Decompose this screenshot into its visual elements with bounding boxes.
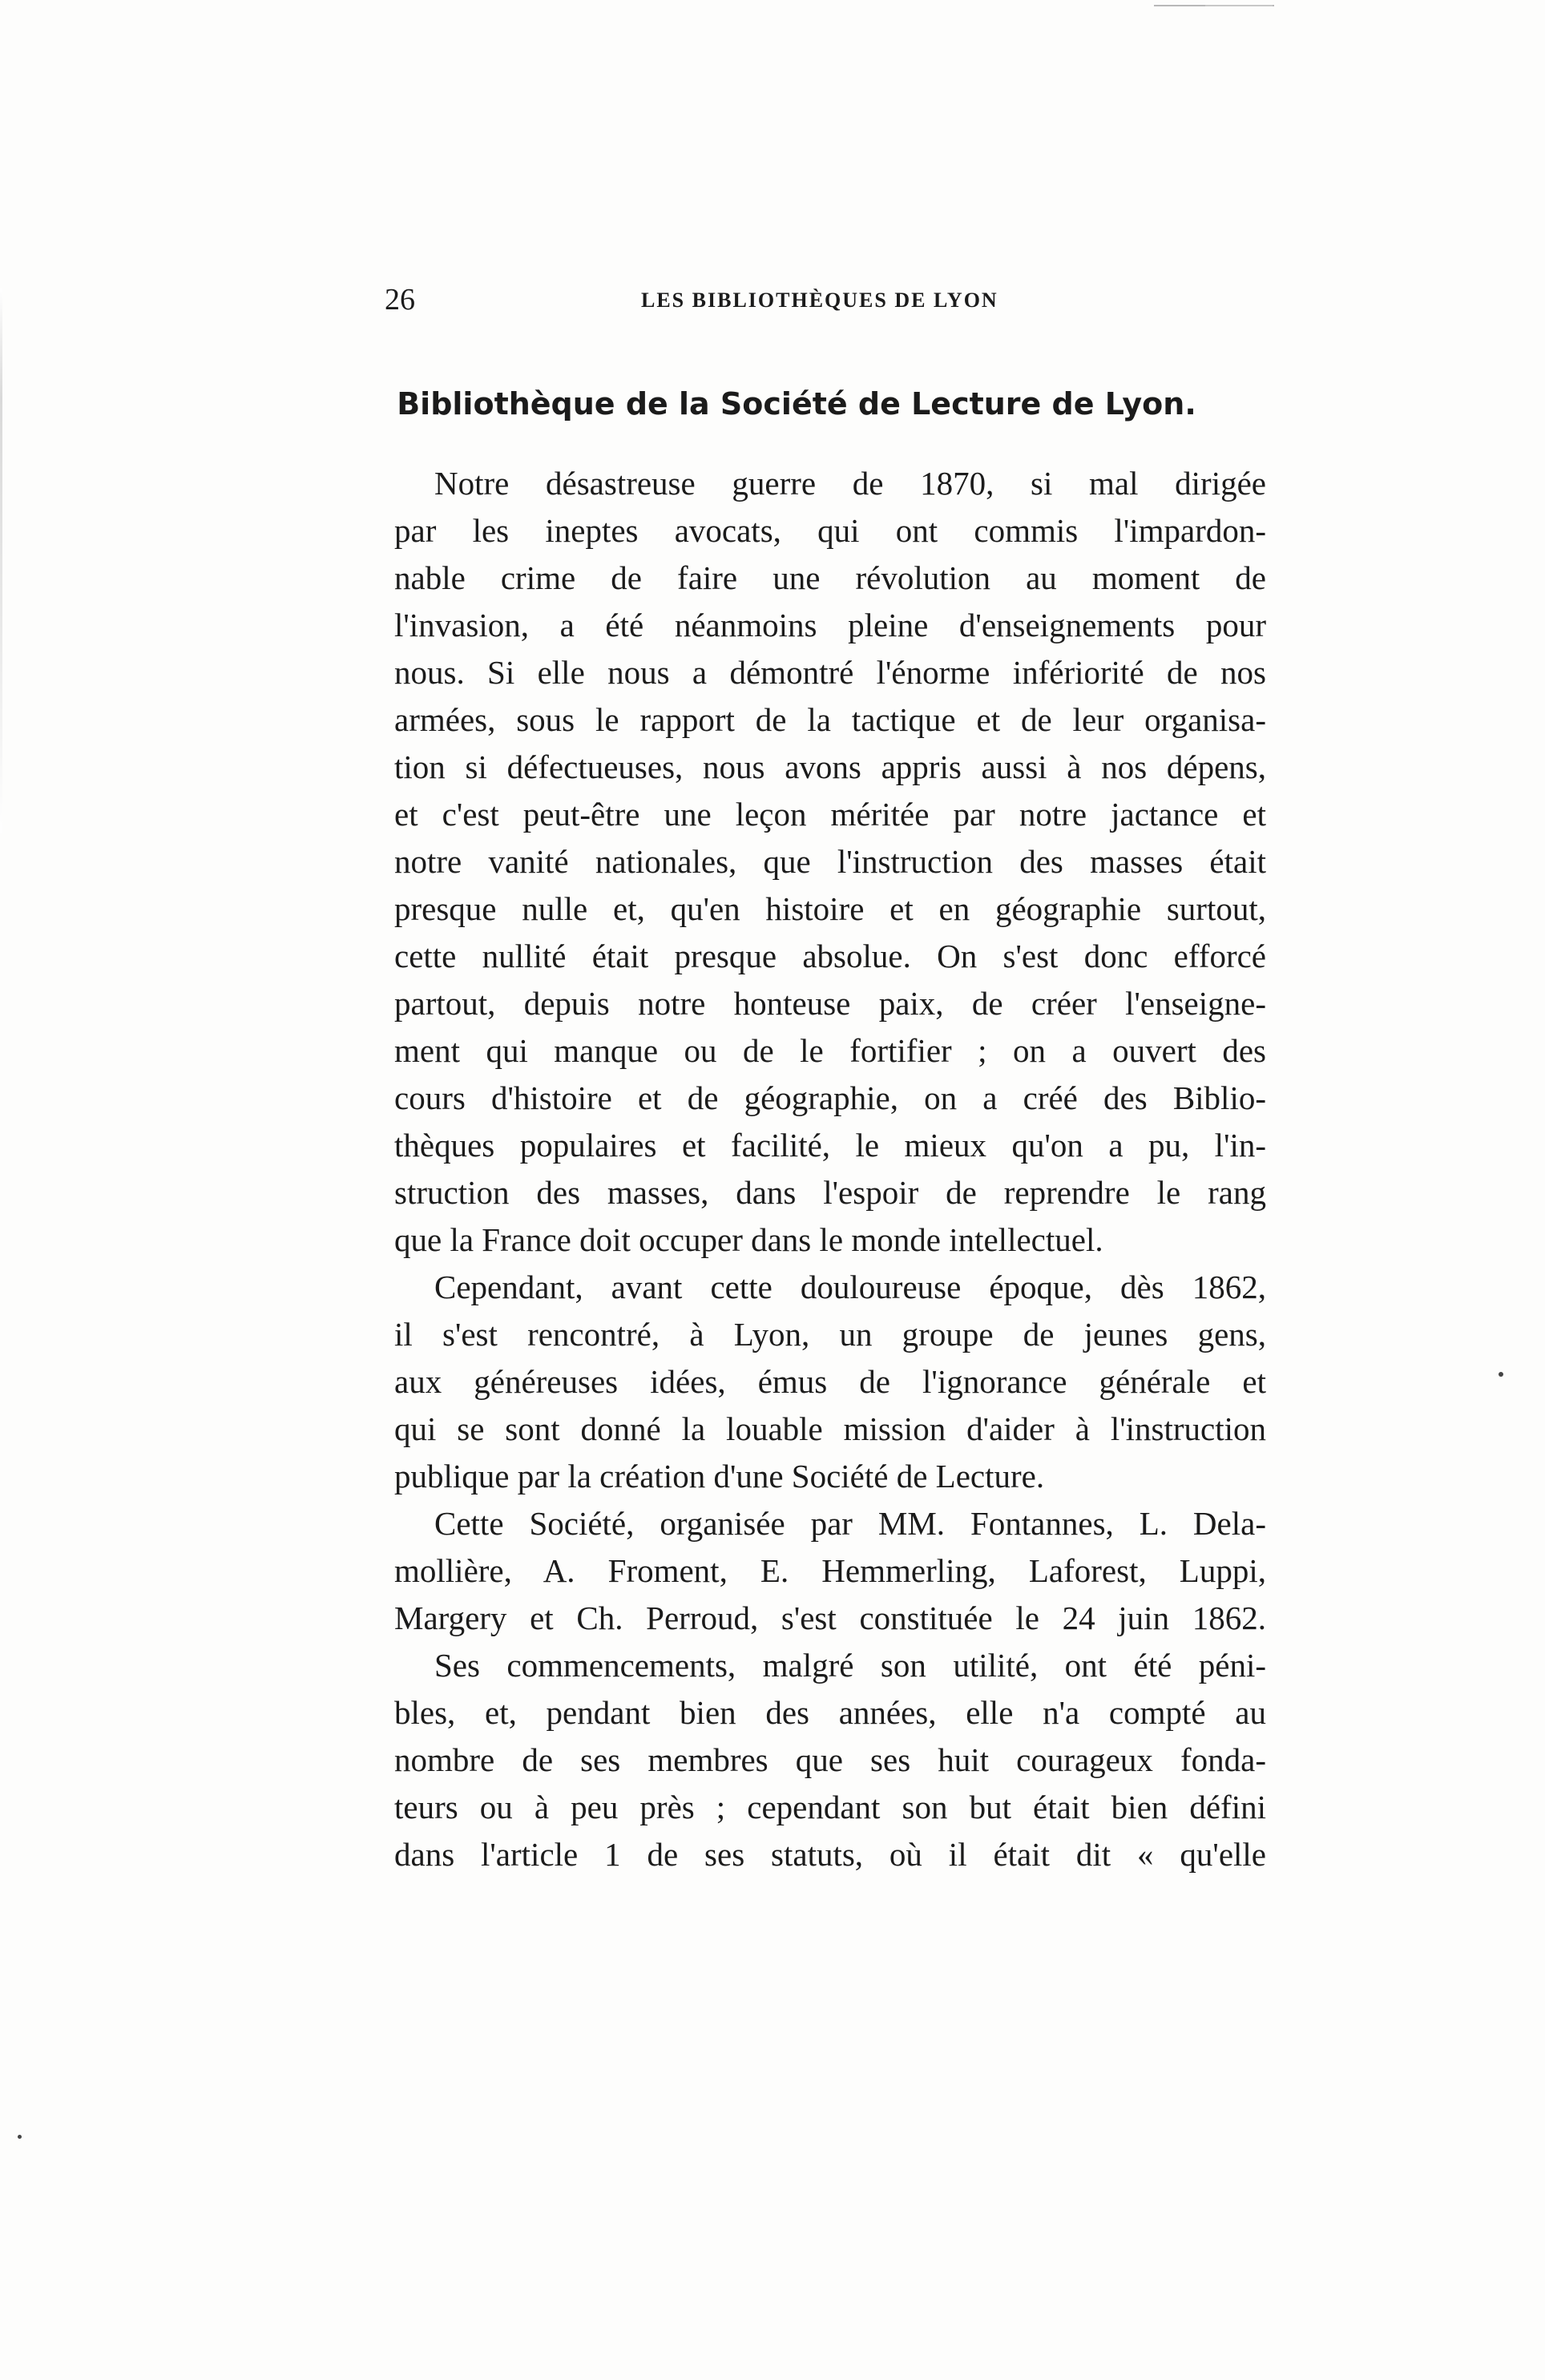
text-line: nous. Si elle nous a démontré l'énorme infériorité de nos (394, 654, 1266, 691)
section-heading: Bibliothèque de la Société de Lecture de Lyon. (397, 386, 1196, 422)
text-line: presque nulle et, qu'en histoire et en géographie surtout, (394, 890, 1266, 927)
text-line: par les ineptes avocats, qui ont commis l'impardon- (394, 512, 1266, 549)
body-text (394, 460, 1266, 1878)
text-line: Notre désastreuse guerre de 1870, si mal dirigée (434, 465, 1266, 502)
text-line: et c'est peut-être une leçon méritée par notre jactance et (394, 796, 1266, 833)
text-line: thèques populaires et facilité, le mieux qu'on a pu, l'in- (394, 1127, 1266, 1164)
text-line: qui se sont donné la louable mission d'aider à l'instruction (394, 1410, 1266, 1447)
text-line: aux généreuses idées, émus de l'ignorance générale et (394, 1363, 1266, 1400)
scan-artifact-edge (0, 288, 2, 833)
text-line: mollière, A. Froment, E. Hemmerling, Laforest, Luppi, (394, 1552, 1266, 1589)
text-line: partout, depuis notre honteuse paix, de créer l'enseigne- (394, 985, 1266, 1022)
text-line: dans l'article 1 de ses statuts, où il était dit « qu'elle (394, 1836, 1266, 1873)
text-line: l'invasion, a été néanmoins pleine d'enseignements pour (394, 607, 1266, 643)
text-line: teurs ou à peu près ; cependant son but était bien défini (394, 1789, 1266, 1825)
text-line: struction des masses, dans l'espoir de reprendre le rang (394, 1174, 1266, 1211)
text-line: cours d'histoire et de géographie, on a créé des Biblio- (394, 1079, 1266, 1116)
text-line: Cette Société, organisée par MM. Fontannes, L. Dela- (434, 1505, 1266, 1542)
text-line: bles, et, pendant bien des années, elle n'a compté au (394, 1694, 1266, 1731)
text-line: tion si défectueuses, nous avons appris aussi à nos dépens, (394, 748, 1266, 785)
text-line: cette nullité était presque absolue. On s'est donc efforcé (394, 938, 1266, 974)
page-number: 26 (385, 283, 415, 317)
text-line: Ses commencements, malgré son utilité, ont été péni- (434, 1647, 1266, 1684)
text-line: ment qui manque ou de le fortifier ; on a ouvert des (394, 1032, 1266, 1069)
scan-speck (1499, 1372, 1503, 1377)
text-line: il s'est rencontré, à Lyon, un groupe de jeunes gens, (394, 1316, 1266, 1353)
text-line: nable crime de faire une révolution au moment de (394, 559, 1266, 596)
text-line: publique par la création d'une Société de Lecture. (394, 1458, 1045, 1495)
scan-speck (18, 2135, 22, 2139)
text-line: notre vanité nationales, que l'instruction des masses était (394, 843, 1266, 880)
scan-artifact-line (1205, 5, 1273, 6)
text-line: Cependant, avant cette douloureuse époque, dès 1862, (434, 1269, 1266, 1305)
text-line: que la France doit occuper dans le monde intellectuel. (394, 1221, 1103, 1258)
text-line: nombre de ses membres que ses huit courageux fonda- (394, 1741, 1266, 1778)
text-line: armées, sous le rapport de la tactique et de leur organisa- (394, 701, 1266, 738)
running-header (385, 282, 1250, 317)
text-line: Margery et Ch. Perroud, s'est constituée le 24 juin 1862. (394, 1599, 1266, 1636)
running-title: LES BIBLIOTHÈQUES DE LYON (641, 288, 998, 312)
